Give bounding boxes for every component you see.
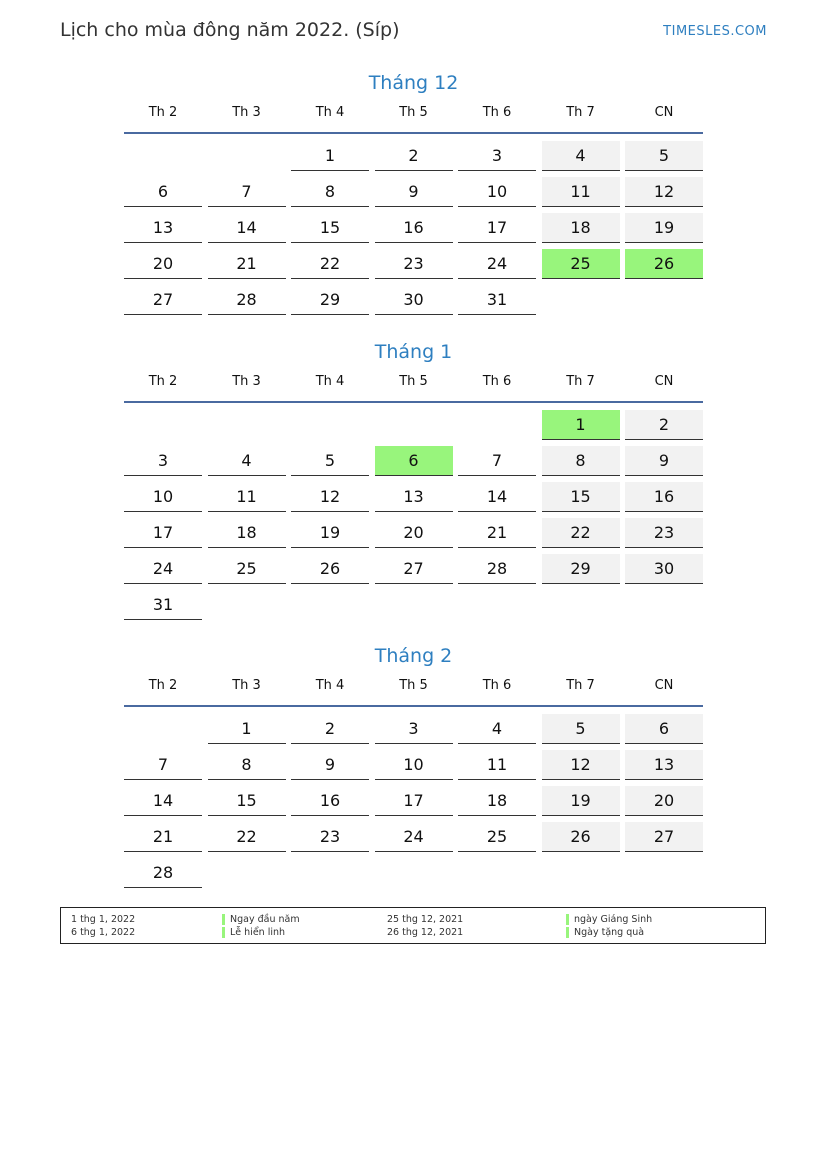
day-cell: 4 <box>542 141 620 171</box>
day-cell: 11 <box>458 750 536 780</box>
day-cell: 29 <box>542 554 620 584</box>
day-cell: 3 <box>375 714 453 744</box>
weekday-label: CN <box>654 105 674 120</box>
legend-date: 26 thg 12, 2021 <box>387 927 464 938</box>
day-cell: 24 <box>458 249 536 279</box>
weekday-label: Th 3 <box>232 374 261 389</box>
weekday-header <box>124 366 703 404</box>
month-block <box>124 69 703 309</box>
day-cell: 9 <box>375 177 453 207</box>
weekday-label: CN <box>654 374 674 389</box>
month-title: Tháng 2 <box>374 645 453 667</box>
day-cell: 24 <box>124 554 202 584</box>
day-cell: 14 <box>124 786 202 816</box>
day-cell: 23 <box>375 249 453 279</box>
month-title: Tháng 12 <box>368 72 459 94</box>
day-cell: 5 <box>291 446 369 476</box>
day-cell: 12 <box>291 482 369 512</box>
day-cell: 9 <box>625 446 703 476</box>
weekday-label: Th 2 <box>148 678 178 693</box>
header-divider <box>124 705 703 707</box>
legend-date: 25 thg 12, 2021 <box>387 914 464 925</box>
day-cell: 21 <box>208 249 286 279</box>
day-cell: 4 <box>208 446 286 476</box>
weekday-header <box>124 97 703 135</box>
day-cell: 28 <box>124 858 202 888</box>
month-block <box>124 338 703 614</box>
day-cell: 2 <box>375 141 453 171</box>
day-cell: 21 <box>124 822 202 852</box>
day-cell: 4 <box>458 714 536 744</box>
day-cell: 13 <box>375 482 453 512</box>
day-cell: 18 <box>458 786 536 816</box>
day-cell: 15 <box>542 482 620 512</box>
legend-date: 1 thg 1, 2022 <box>71 914 136 925</box>
day-cell: 18 <box>542 213 620 243</box>
weekday-label: Th 7 <box>566 374 595 389</box>
holiday-legend <box>60 907 766 944</box>
day-cell: 2 <box>625 410 703 440</box>
weekday-label: Th 3 <box>232 678 261 693</box>
day-cell: 15 <box>291 213 369 243</box>
weekday-label: Th 5 <box>399 105 428 120</box>
day-cell: 26 <box>291 554 369 584</box>
day-cell: 25 <box>208 554 286 584</box>
day-cell: 23 <box>625 518 703 548</box>
day-cell: 10 <box>375 750 453 780</box>
day-cell: 11 <box>208 482 286 512</box>
day-cell: 15 <box>208 786 286 816</box>
day-cell: 3 <box>458 141 536 171</box>
day-cell: 14 <box>458 482 536 512</box>
day-cell: 5 <box>625 141 703 171</box>
weekday-label: Th 7 <box>566 105 595 120</box>
day-cell: 1 <box>291 141 369 171</box>
day-cell: 17 <box>375 786 453 816</box>
weekday-label: Th 5 <box>399 374 428 389</box>
day-cell: 27 <box>124 285 202 315</box>
day-cell: 7 <box>458 446 536 476</box>
day-cell: 12 <box>625 177 703 207</box>
header-divider <box>124 401 703 403</box>
day-cell: 11 <box>542 177 620 207</box>
day-cell: 8 <box>291 177 369 207</box>
weekday-label: Th 4 <box>315 374 345 389</box>
month-title: Tháng 1 <box>374 341 453 363</box>
weekday-label: Th 7 <box>566 678 595 693</box>
month-block <box>124 642 703 882</box>
day-cell: 3 <box>124 446 202 476</box>
day-cell: 31 <box>458 285 536 315</box>
weekday-label: CN <box>654 678 674 693</box>
day-cell: 19 <box>542 786 620 816</box>
day-cell: 28 <box>208 285 286 315</box>
day-cell: 17 <box>458 213 536 243</box>
day-cell: 1 <box>208 714 286 744</box>
day-cell: 29 <box>291 285 369 315</box>
day-cell: 5 <box>542 714 620 744</box>
day-cell: 12 <box>542 750 620 780</box>
day-cell: 19 <box>291 518 369 548</box>
weekday-label: Th 2 <box>148 374 178 389</box>
day-cell: 7 <box>208 177 286 207</box>
day-cell: 22 <box>208 822 286 852</box>
legend-holiday-name: Ngay đầu năm <box>222 913 300 926</box>
day-cell: 9 <box>291 750 369 780</box>
legend-holiday-name: Lễ hiển linh <box>222 926 285 939</box>
day-cell: 6 <box>625 714 703 744</box>
day-cell: 1 <box>542 410 620 440</box>
weekday-label: Th 5 <box>399 678 428 693</box>
day-cell: 24 <box>375 822 453 852</box>
day-cell: 26 <box>625 249 703 279</box>
page-title: Lịch cho mùa đông năm 2022. (Síp) <box>60 19 400 41</box>
day-cell: 6 <box>124 177 202 207</box>
day-cell: 30 <box>625 554 703 584</box>
day-cell: 30 <box>375 285 453 315</box>
legend-holiday-name: Ngày tặng quà <box>566 926 644 939</box>
header-divider <box>124 132 703 134</box>
day-cell: 13 <box>625 750 703 780</box>
weekday-label: Th 4 <box>315 678 345 693</box>
day-cell: 18 <box>208 518 286 548</box>
day-cell: 25 <box>542 249 620 279</box>
day-cell: 13 <box>124 213 202 243</box>
day-cell: 16 <box>291 786 369 816</box>
day-cell: 20 <box>625 786 703 816</box>
day-cell: 21 <box>458 518 536 548</box>
weekday-label: Th 2 <box>148 105 178 120</box>
day-cell: 27 <box>625 822 703 852</box>
weekday-label: Th 6 <box>482 374 512 389</box>
day-cell: 16 <box>375 213 453 243</box>
day-cell: 28 <box>458 554 536 584</box>
day-cell: 8 <box>542 446 620 476</box>
day-cell: 27 <box>375 554 453 584</box>
day-cell: 14 <box>208 213 286 243</box>
day-cell: 25 <box>458 822 536 852</box>
day-cell: 16 <box>625 482 703 512</box>
brand-link[interactable]: TIMESLES.COM <box>663 24 767 39</box>
weekday-label: Th 6 <box>482 678 512 693</box>
day-cell: 23 <box>291 822 369 852</box>
weekday-label: Th 6 <box>482 105 512 120</box>
day-cell: 22 <box>291 249 369 279</box>
day-cell: 17 <box>124 518 202 548</box>
weekday-label: Th 4 <box>315 105 345 120</box>
day-cell: 20 <box>124 249 202 279</box>
day-cell: 7 <box>124 750 202 780</box>
day-cell: 31 <box>124 590 202 620</box>
day-cell: 10 <box>124 482 202 512</box>
day-cell: 10 <box>458 177 536 207</box>
weekday-label: Th 3 <box>232 105 261 120</box>
day-cell: 6 <box>375 446 453 476</box>
legend-date: 6 thg 1, 2022 <box>71 927 136 938</box>
weekday-header <box>124 670 703 708</box>
day-cell: 8 <box>208 750 286 780</box>
day-cell: 2 <box>291 714 369 744</box>
day-cell: 26 <box>542 822 620 852</box>
day-cell: 20 <box>375 518 453 548</box>
day-cell: 22 <box>542 518 620 548</box>
legend-holiday-name: ngày Giáng Sinh <box>566 913 652 926</box>
day-cell: 19 <box>625 213 703 243</box>
